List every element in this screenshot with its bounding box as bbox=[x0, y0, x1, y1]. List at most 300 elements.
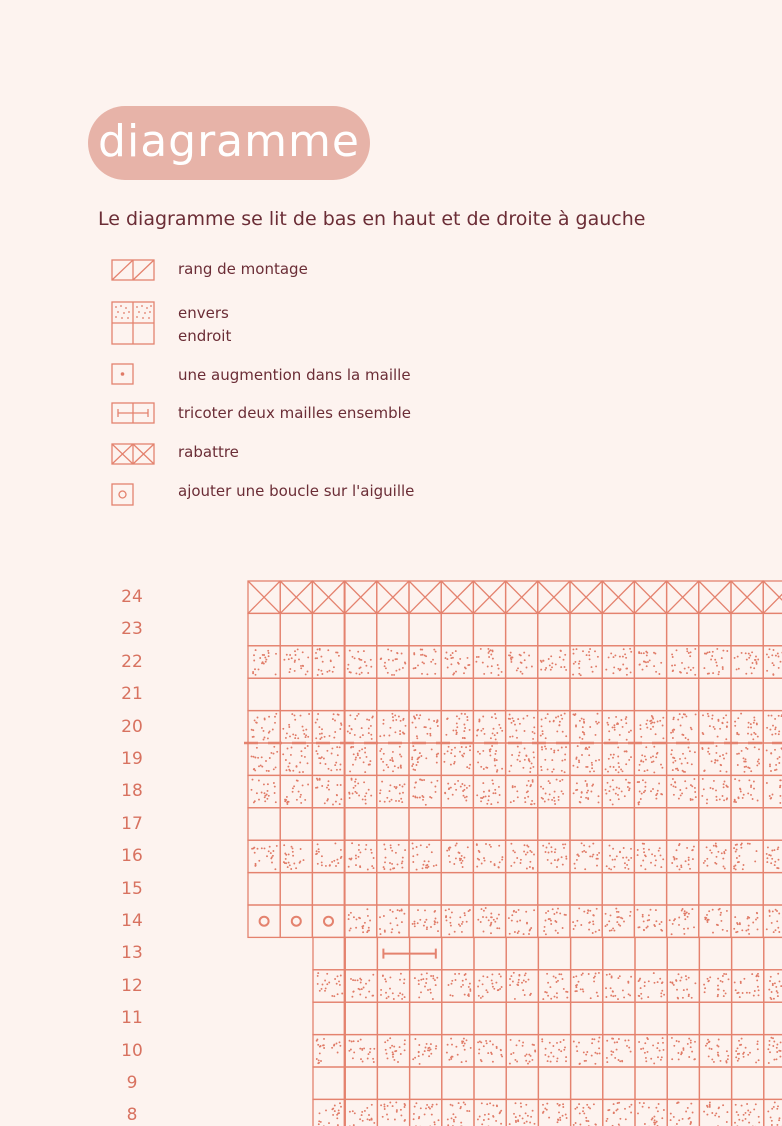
chart-cell bbox=[699, 808, 731, 840]
chart-cell bbox=[280, 808, 312, 840]
chart-cell bbox=[602, 743, 634, 775]
chart-cell bbox=[634, 808, 666, 840]
chart-cell bbox=[345, 937, 377, 969]
chart-cell bbox=[699, 743, 731, 775]
chart-cell bbox=[763, 840, 782, 872]
chart-cell bbox=[763, 646, 782, 678]
chart-cell bbox=[635, 937, 667, 969]
chart-cell bbox=[474, 937, 506, 969]
chart-cell bbox=[280, 743, 312, 775]
chart-row-14 bbox=[248, 905, 782, 937]
chart-row-20 bbox=[248, 711, 782, 743]
legend-label: rabattre bbox=[178, 443, 239, 461]
legend-label: rang de montage bbox=[178, 260, 308, 278]
chart-cell bbox=[441, 646, 473, 678]
chart-cell bbox=[538, 775, 570, 807]
chart-cell bbox=[635, 970, 667, 1002]
chart-cell bbox=[248, 743, 280, 775]
chart-row-19 bbox=[248, 743, 782, 775]
chart-cell bbox=[667, 646, 699, 678]
chart-row-9 bbox=[313, 1067, 782, 1099]
row-number: 14 bbox=[121, 911, 143, 931]
chart-cell bbox=[345, 1099, 377, 1126]
row-number: 18 bbox=[121, 781, 143, 802]
chart-cell bbox=[699, 581, 731, 613]
chart-cell bbox=[345, 905, 377, 937]
chart-cell bbox=[699, 1035, 731, 1067]
row-number: 10 bbox=[121, 1040, 143, 1061]
chart-cell bbox=[538, 1002, 570, 1034]
chart-cell bbox=[538, 678, 570, 710]
chart-cell bbox=[506, 678, 538, 710]
chart-cell bbox=[312, 646, 344, 678]
chart-cell bbox=[345, 1067, 377, 1099]
chart-cell bbox=[377, 678, 409, 710]
chart-cell bbox=[570, 743, 602, 775]
chart-cell bbox=[506, 1067, 538, 1099]
chart-cell bbox=[667, 970, 699, 1002]
chart-cell bbox=[699, 646, 731, 678]
chart-cell bbox=[345, 678, 377, 710]
chart-cell bbox=[377, 1099, 409, 1126]
chart-cell bbox=[634, 711, 666, 743]
chart-cell bbox=[763, 613, 782, 645]
chart-cell bbox=[409, 808, 441, 840]
chart-cell bbox=[667, 678, 699, 710]
chart-cell bbox=[248, 775, 280, 807]
chart-cell bbox=[474, 1067, 506, 1099]
chart-cell bbox=[731, 613, 763, 645]
chart-cell bbox=[345, 1002, 377, 1034]
chart-cell bbox=[763, 775, 782, 807]
chart-cell bbox=[313, 1002, 345, 1034]
chart-cell bbox=[473, 711, 505, 743]
row-number: 15 bbox=[121, 878, 143, 899]
chart-cell bbox=[313, 970, 345, 1002]
chart-cell bbox=[473, 678, 505, 710]
chart-cell bbox=[280, 711, 312, 743]
chart-cell bbox=[441, 743, 473, 775]
chart-row-10 bbox=[313, 1035, 782, 1067]
chart-cell bbox=[602, 711, 634, 743]
chart-cell bbox=[699, 937, 731, 969]
chart-cell bbox=[280, 775, 312, 807]
chart-cell bbox=[732, 1035, 764, 1067]
chart-cell bbox=[570, 873, 602, 905]
chart-cell bbox=[506, 840, 538, 872]
row-number: 16 bbox=[121, 846, 143, 867]
chart-cell bbox=[538, 970, 570, 1002]
chart-cell bbox=[280, 581, 312, 613]
chart-cell bbox=[538, 1067, 570, 1099]
chart-cell bbox=[667, 613, 699, 645]
chart-cell bbox=[570, 775, 602, 807]
chart-cell bbox=[248, 646, 280, 678]
chart-cell bbox=[410, 970, 442, 1002]
chart-cell bbox=[506, 970, 538, 1002]
chart-cell bbox=[410, 1035, 442, 1067]
chart-cell bbox=[248, 581, 280, 613]
chart-cell bbox=[570, 678, 602, 710]
chart-cell bbox=[312, 743, 344, 775]
row-number: 13 bbox=[121, 943, 143, 964]
chart-cell bbox=[377, 613, 409, 645]
chart-cell bbox=[538, 743, 570, 775]
chart-cell bbox=[731, 905, 763, 937]
chart-row-21 bbox=[248, 678, 782, 710]
chart-cell bbox=[538, 873, 570, 905]
chart-cell bbox=[603, 937, 635, 969]
chart-cell bbox=[764, 970, 782, 1002]
chart-cell bbox=[602, 873, 634, 905]
chart-cell bbox=[248, 808, 280, 840]
chart-cell bbox=[732, 970, 764, 1002]
chart-cell bbox=[603, 970, 635, 1002]
chart-cell bbox=[409, 905, 441, 937]
chart-cell bbox=[248, 905, 280, 937]
chart-cell bbox=[410, 1099, 442, 1126]
chart-cell bbox=[442, 1067, 474, 1099]
chart-cell bbox=[248, 711, 280, 743]
chart-cell bbox=[377, 970, 409, 1002]
chart-row-15 bbox=[248, 873, 782, 905]
chart-cell bbox=[538, 711, 570, 743]
chart-cell bbox=[732, 1067, 764, 1099]
row-number: 21 bbox=[121, 684, 143, 705]
chart-cell bbox=[312, 873, 344, 905]
chart-cell bbox=[667, 1002, 699, 1034]
chart-row-23 bbox=[248, 613, 782, 645]
chart-cell bbox=[571, 1035, 603, 1067]
chart-cell bbox=[570, 613, 602, 645]
chart-cell bbox=[699, 873, 731, 905]
chart-cell bbox=[635, 1067, 667, 1099]
chart-instructions: Le diagramme se lit de bas en haut et de droite à gauche bbox=[98, 208, 646, 230]
chart-cell bbox=[699, 905, 731, 937]
chart-cell bbox=[442, 1035, 474, 1067]
chart-cell bbox=[313, 1067, 345, 1099]
legend-label: ajouter une boucle sur l'aiguille bbox=[178, 482, 415, 500]
chart-cell bbox=[377, 581, 409, 613]
chart-cell bbox=[602, 840, 634, 872]
chart-cell bbox=[345, 775, 377, 807]
chart-cell bbox=[634, 678, 666, 710]
chart-cell bbox=[441, 581, 473, 613]
chart-cell bbox=[699, 775, 731, 807]
chart-cell bbox=[473, 840, 505, 872]
chart-cell bbox=[538, 646, 570, 678]
legend-label-purl: envers bbox=[178, 304, 229, 322]
chart-cell bbox=[602, 678, 634, 710]
chart-cell bbox=[312, 678, 344, 710]
chart-row-16 bbox=[248, 840, 782, 872]
chart-cell bbox=[634, 581, 666, 613]
chart-cell bbox=[441, 613, 473, 645]
chart-cell bbox=[345, 970, 377, 1002]
chart-cell bbox=[763, 581, 782, 613]
chart-cell bbox=[603, 1035, 635, 1067]
chart-cell bbox=[473, 808, 505, 840]
chart-cell bbox=[571, 970, 603, 1002]
chart-cell bbox=[377, 743, 409, 775]
page-title: diagramme bbox=[98, 115, 360, 167]
chart-cell bbox=[570, 711, 602, 743]
chart-cell bbox=[442, 1002, 474, 1034]
chart-cell bbox=[667, 1035, 699, 1067]
chart-cell bbox=[377, 775, 409, 807]
row-number: 20 bbox=[121, 716, 143, 737]
chart-cell bbox=[410, 1067, 442, 1099]
chart-cell bbox=[473, 743, 505, 775]
chart-cell bbox=[538, 840, 570, 872]
chart-cell bbox=[731, 840, 763, 872]
chart-cell bbox=[506, 1099, 538, 1126]
chart-cell bbox=[312, 808, 344, 840]
chart-cell bbox=[763, 808, 782, 840]
chart-cell bbox=[409, 743, 441, 775]
chart-cell bbox=[731, 873, 763, 905]
chart-cell bbox=[634, 840, 666, 872]
chart-cell bbox=[473, 873, 505, 905]
chart-cell bbox=[602, 775, 634, 807]
chart-cell bbox=[635, 1002, 667, 1034]
chart-cell bbox=[345, 1035, 377, 1067]
chart-cell bbox=[764, 1002, 782, 1034]
chart-cell bbox=[410, 1002, 442, 1034]
chart-cell bbox=[474, 1035, 506, 1067]
chart-cell bbox=[441, 808, 473, 840]
chart-cell bbox=[731, 743, 763, 775]
chart-cell bbox=[409, 678, 441, 710]
chart-cell bbox=[312, 775, 344, 807]
chart-cell bbox=[635, 1035, 667, 1067]
chart-cell bbox=[377, 1035, 409, 1067]
chart-cell bbox=[764, 1099, 782, 1126]
chart-cell bbox=[474, 1002, 506, 1034]
chart-cell bbox=[699, 613, 731, 645]
chart-cell bbox=[506, 937, 538, 969]
chart-cell bbox=[280, 613, 312, 645]
legend-label: une augmention dans la maille bbox=[178, 366, 411, 384]
chart-cell bbox=[667, 873, 699, 905]
chart-cell bbox=[506, 581, 538, 613]
chart-cell bbox=[699, 678, 731, 710]
chart-cell bbox=[506, 775, 538, 807]
chart-cell bbox=[280, 678, 312, 710]
chart-cell bbox=[280, 646, 312, 678]
chart-cell bbox=[506, 711, 538, 743]
chart-cell bbox=[473, 613, 505, 645]
chart-cell bbox=[248, 678, 280, 710]
chart-cell bbox=[634, 905, 666, 937]
chart-cell bbox=[699, 1002, 731, 1034]
chart-cell bbox=[441, 840, 473, 872]
chart-cell bbox=[345, 873, 377, 905]
chart-cell bbox=[731, 775, 763, 807]
chart-cell bbox=[603, 1067, 635, 1099]
chart-cell bbox=[377, 808, 409, 840]
chart-cell bbox=[667, 743, 699, 775]
chart-row-11 bbox=[313, 1002, 782, 1034]
chart-cell bbox=[731, 581, 763, 613]
chart-cell bbox=[602, 581, 634, 613]
chart-cell bbox=[667, 840, 699, 872]
chart-cell bbox=[602, 646, 634, 678]
chart-cell bbox=[312, 711, 344, 743]
chart-cell bbox=[538, 581, 570, 613]
chart-cell bbox=[441, 711, 473, 743]
chart-cell bbox=[667, 808, 699, 840]
chart-cell bbox=[667, 1067, 699, 1099]
chart-cell bbox=[699, 1067, 731, 1099]
row-number: 19 bbox=[121, 749, 143, 769]
chart-cell bbox=[634, 873, 666, 905]
chart-cell bbox=[699, 711, 731, 743]
chart-cell bbox=[732, 937, 764, 969]
chart-cell bbox=[312, 840, 344, 872]
chart-cell bbox=[763, 743, 782, 775]
chart-cell bbox=[506, 646, 538, 678]
chart-cell bbox=[763, 711, 782, 743]
chart-cell bbox=[667, 581, 699, 613]
chart-cell bbox=[377, 646, 409, 678]
chart-cell bbox=[699, 970, 731, 1002]
chart-cell bbox=[634, 613, 666, 645]
chart-cell bbox=[570, 808, 602, 840]
chart-cell bbox=[764, 1067, 782, 1099]
chart-cell bbox=[570, 840, 602, 872]
chart-cell bbox=[570, 646, 602, 678]
chart-cell bbox=[313, 937, 345, 969]
chart-cell bbox=[442, 937, 474, 969]
chart-cell bbox=[312, 613, 344, 645]
chart-cell bbox=[345, 646, 377, 678]
chart-cell bbox=[474, 970, 506, 1002]
chart-row-22 bbox=[248, 646, 782, 678]
chart-cell bbox=[571, 937, 603, 969]
chart-cell bbox=[345, 840, 377, 872]
chart-row-24 bbox=[248, 581, 782, 613]
chart-cell bbox=[441, 905, 473, 937]
chart-cell bbox=[345, 808, 377, 840]
chart-cell bbox=[506, 613, 538, 645]
chart-cell bbox=[538, 613, 570, 645]
chart-cell bbox=[377, 840, 409, 872]
row-number: 23 bbox=[121, 619, 143, 640]
chart-cell bbox=[731, 711, 763, 743]
chart-cell bbox=[473, 775, 505, 807]
chart-cell bbox=[377, 711, 409, 743]
row-number: 22 bbox=[121, 651, 143, 672]
chart-cell bbox=[474, 1099, 506, 1126]
chart-cell bbox=[377, 905, 409, 937]
chart-cell bbox=[313, 1099, 345, 1126]
chart-cell bbox=[409, 775, 441, 807]
chart-cell bbox=[248, 873, 280, 905]
chart-cell bbox=[442, 970, 474, 1002]
row-number: 8 bbox=[126, 1105, 138, 1126]
chart-cell bbox=[409, 711, 441, 743]
chart-cell bbox=[732, 1099, 764, 1126]
chart-cell bbox=[280, 905, 312, 937]
chart-cell bbox=[506, 905, 538, 937]
chart-row-8 bbox=[313, 1099, 782, 1126]
chart-cell bbox=[667, 1099, 699, 1126]
chart-cell bbox=[442, 1099, 474, 1126]
chart-cell bbox=[635, 1099, 667, 1126]
chart-cell bbox=[441, 678, 473, 710]
chart-cell bbox=[538, 808, 570, 840]
chart-cell bbox=[312, 905, 344, 937]
chart-cell bbox=[731, 678, 763, 710]
chart-cell bbox=[571, 1067, 603, 1099]
chart-cell bbox=[280, 840, 312, 872]
chart-cell bbox=[570, 905, 602, 937]
chart-cell bbox=[699, 840, 731, 872]
chart-row-17 bbox=[248, 808, 782, 840]
chart-cell bbox=[248, 840, 280, 872]
row-number: 12 bbox=[121, 975, 143, 996]
chart-cell bbox=[602, 613, 634, 645]
legend-label: tricoter deux mailles ensemble bbox=[178, 404, 412, 422]
chart-cell bbox=[731, 646, 763, 678]
row-number: 17 bbox=[121, 813, 143, 834]
chart-cell bbox=[667, 775, 699, 807]
chart-cell bbox=[409, 873, 441, 905]
chart-cell bbox=[667, 937, 699, 969]
chart-cell bbox=[377, 1002, 409, 1034]
chart-cell bbox=[345, 743, 377, 775]
chart-cell bbox=[409, 613, 441, 645]
chart-cell bbox=[763, 678, 782, 710]
chart-cell bbox=[571, 1099, 603, 1126]
chart-cell bbox=[634, 743, 666, 775]
chart-cell bbox=[731, 808, 763, 840]
chart-cell bbox=[538, 1035, 570, 1067]
chart-cell bbox=[345, 613, 377, 645]
chart-cell bbox=[506, 743, 538, 775]
chart-cell bbox=[345, 581, 377, 613]
chart-cell bbox=[538, 905, 570, 937]
chart-cell bbox=[506, 1035, 538, 1067]
row-number: 24 bbox=[121, 587, 143, 607]
chart-row-12 bbox=[313, 970, 782, 1002]
chart-cell bbox=[763, 873, 782, 905]
chart-cell bbox=[409, 581, 441, 613]
chart-cell bbox=[506, 873, 538, 905]
chart-cell bbox=[506, 1002, 538, 1034]
chart-cell bbox=[377, 873, 409, 905]
chart-cell bbox=[312, 581, 344, 613]
chart-cell bbox=[603, 1099, 635, 1126]
chart-cell bbox=[764, 1035, 782, 1067]
chart-cell bbox=[602, 905, 634, 937]
row-number: 9 bbox=[126, 1073, 138, 1093]
chart-cell bbox=[764, 937, 782, 969]
chart-cell bbox=[570, 581, 602, 613]
chart-cell bbox=[506, 808, 538, 840]
chart-cell bbox=[571, 1002, 603, 1034]
chart-cell bbox=[602, 808, 634, 840]
chart-cell bbox=[538, 1099, 570, 1126]
chart-cell bbox=[667, 711, 699, 743]
chart-cell bbox=[280, 873, 312, 905]
chart-cell bbox=[313, 1035, 345, 1067]
chart-cell bbox=[603, 1002, 635, 1034]
chart-cell bbox=[409, 646, 441, 678]
chart-cell bbox=[377, 1067, 409, 1099]
chart-cell bbox=[699, 1099, 731, 1126]
